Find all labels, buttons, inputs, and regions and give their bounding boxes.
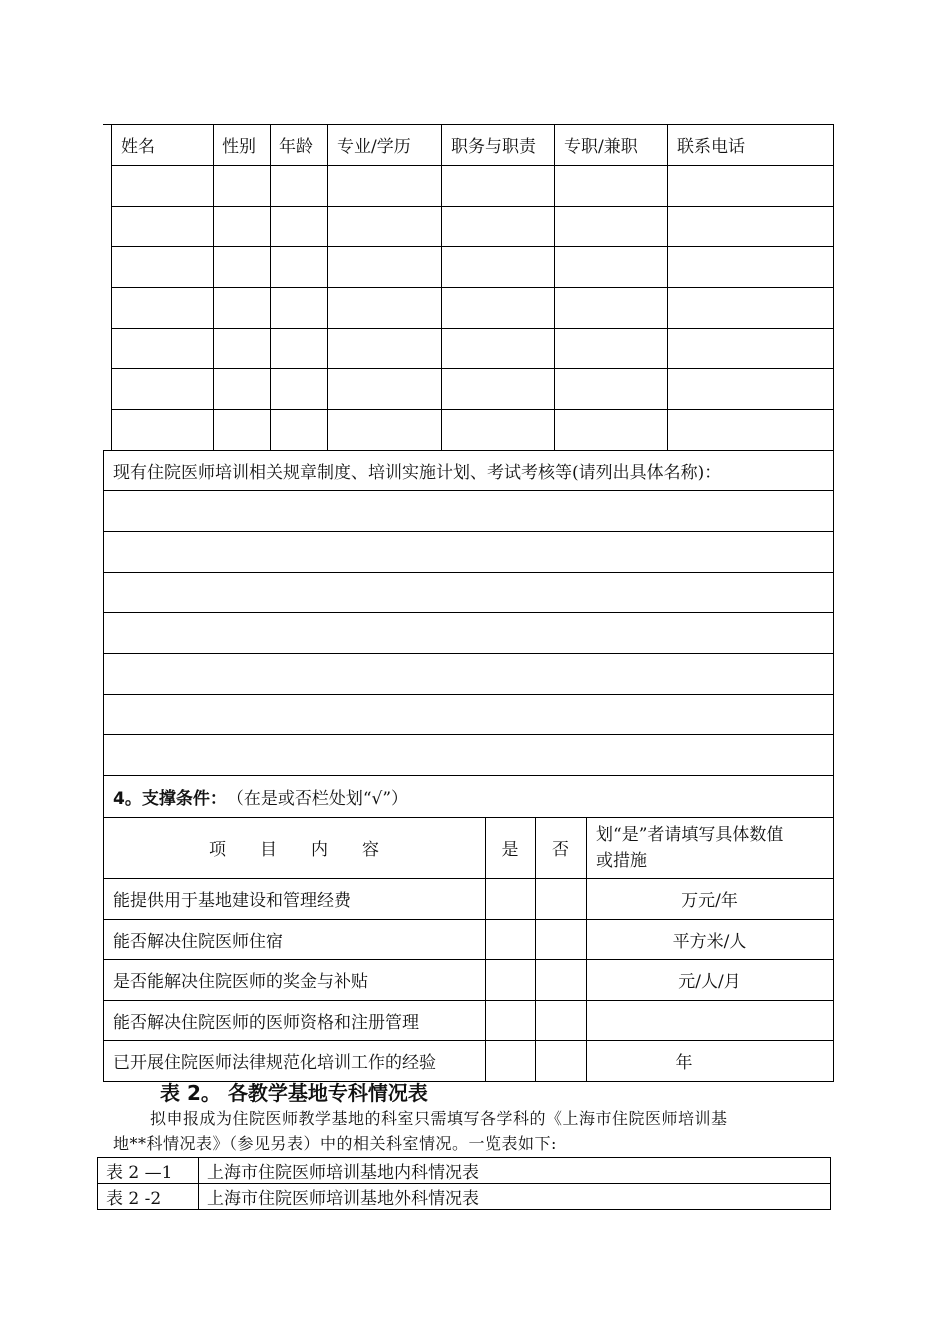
header-gender: 性别: [222, 137, 256, 157]
header-age: 年龄: [279, 137, 313, 157]
support-row-item: 能提供用于基地建设和管理经费: [113, 891, 351, 911]
col-detail-header: [596, 822, 783, 874]
support-row-unit: 平方米/人: [672, 931, 747, 952]
support-row-unit: [586, 1000, 833, 1040]
support-row-item: 已开展住院医师法律规范化培训工作的经验: [113, 1053, 436, 1073]
header-name: 姓名: [121, 137, 155, 157]
support-row-item: 能否解决住院医师的医师资格和注册管理: [113, 1012, 419, 1033]
table2-row-code: 表 2 —1: [106, 1162, 173, 1183]
support-row-unit: 万元/年: [681, 891, 738, 911]
table2-row-name: 上海市住院医师培训基地外科情况表: [207, 1188, 479, 1209]
table2-para-line1: 拟申报成为住院医师教学基地的科室只需填写各学科的《上海市住院医师培训基: [150, 1109, 728, 1128]
support-row-item: 能否解决住院医师住宿: [113, 931, 283, 952]
header-fulltime-parttime: 专职/兼职: [564, 137, 638, 157]
col-detail-line1: 划“是”者请填写具体数值: [596, 825, 784, 845]
support-row-item: 是否能解决住院医师的奖金与补贴: [113, 972, 368, 992]
col-detail-line2: 或措施: [596, 851, 647, 871]
table2-caption: 表 2。 各教学基地专科情况表: [160, 1081, 428, 1105]
regulations-prompt: 现有住院医师培训相关规章制度、培训实施计划、考试考核等(请列出具体名称)：: [113, 462, 722, 483]
support-title-label: 4。支撑条件：: [113, 789, 227, 809]
col-item-header: 项 目 内 容: [209, 840, 379, 860]
table2-para-line2: 地**科情况表》（参见另表）中的相关科室情况。一览表如下:: [113, 1134, 557, 1153]
support-title-note: （在是或否栏处划“√”）: [226, 789, 409, 809]
support-row-unit: 年: [675, 1053, 693, 1073]
col-yes-header: 是: [501, 840, 519, 860]
support-row-unit: 元/人/月: [678, 972, 741, 992]
col-no-header: 否: [552, 840, 569, 860]
table2-row-code: 表 2 -2: [106, 1188, 162, 1209]
support-title: [113, 776, 408, 817]
header-phone: 联系电话: [677, 137, 745, 157]
header-position-duty: 职务与职责: [451, 137, 536, 157]
table2-row-name: 上海市住院医师培训基地内科情况表: [207, 1162, 479, 1183]
header-major-education: 专业/学历: [337, 137, 411, 157]
